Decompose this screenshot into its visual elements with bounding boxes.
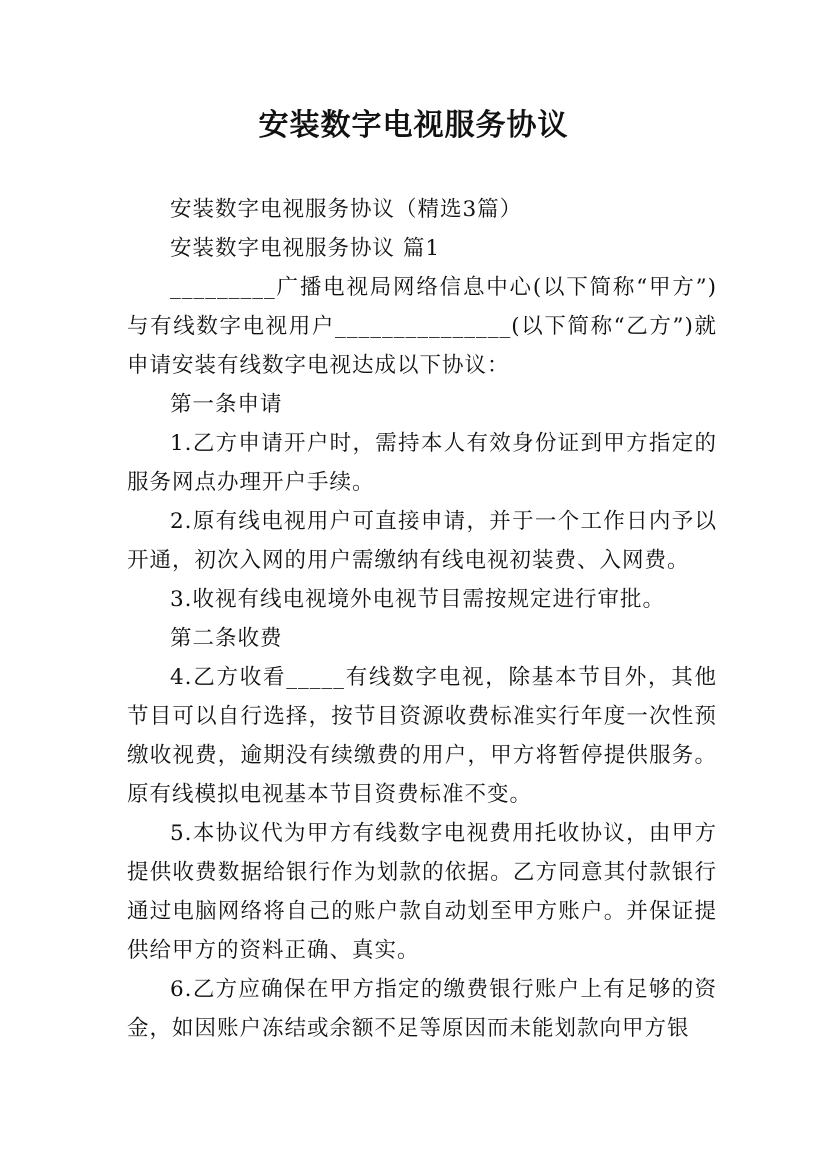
clause-1: 1.乙方申请开户时，需持本人有效身份证到甲方指定的服务网点办理开户手续。 xyxy=(127,431,717,495)
clause-5: 5.本协议代为甲方有线数字电视费用托收协议，由甲方提供收费数据给银行作为划款的依据。乙方同意其付款银行通过电脑网络将自己的账户款自动划至甲方账户。并保证提供给甲方的资料正确、真实。 xyxy=(127,821,717,963)
document-body xyxy=(127,190,717,1048)
paragraph-parties: _________广播电视局网络信息中心(以下简称“甲方”)与有线数字电视用户_______________(以下简称“乙方”)就申请安装有线数字电视达成以下协议： xyxy=(127,275,717,378)
clause-6: 6.乙方应确保在甲方指定的缴费银行账户上有足够的资金，如因账户冻结或余额不足等原因而未能划款向甲方银 xyxy=(127,977,717,1041)
paragraph-section-heading: 安装数字电视服务协议 篇1 xyxy=(170,236,441,261)
paragraph-subtitle: 安装数字电视服务协议（精选3篇） xyxy=(170,197,523,222)
clause-4: 4.乙方收看_____有线数字电视，除基本节目外，其他节目可以自行选择，按节目资源收费标准实行年度一次性预缴收视费，逾期没有续缴费的用户，甲方将暂停提供服务。原有线模拟电视基本节目资费标准不变。 xyxy=(127,665,717,807)
clause-2: 2.原有线电视用户可直接申请，并于一个工作日内予以开通，初次入网的用户需缴纳有线电视初装费、入网费。 xyxy=(127,509,717,573)
document-title: 安装数字电视服务协议 xyxy=(258,108,569,143)
article-heading-2: 第二条收费 xyxy=(170,626,283,651)
article-heading-1: 第一条申请 xyxy=(170,392,283,417)
clause-3: 3.收视有线电视境外电视节目需按规定进行审批。 xyxy=(170,587,666,612)
